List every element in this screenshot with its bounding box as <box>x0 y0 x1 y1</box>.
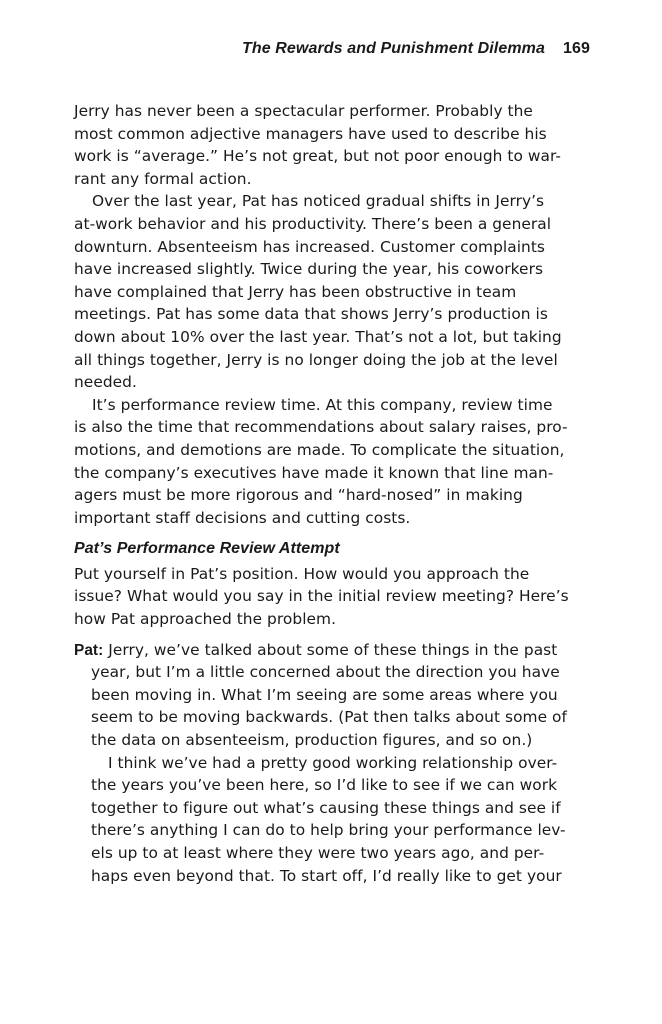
text-line: is also the time that recommendations about salary raises, pro- <box>74 418 568 437</box>
section-heading: Pat’s Performance Review Attempt <box>74 540 340 558</box>
running-header <box>242 40 590 58</box>
text-line: together to figure out what’s causing these things and see if <box>91 798 561 817</box>
text-line: how Pat approached the problem. <box>74 610 337 629</box>
text-line: downturn. Absenteeism has increased. Customer complaints <box>74 237 546 256</box>
text-line: have increased slightly. Twice during the year, his coworkers <box>74 260 544 279</box>
paragraph-4 <box>74 563 594 631</box>
text-line: rant any formal action. <box>74 169 252 188</box>
text-line: els up to at least where they were two years ago, and per- <box>91 844 545 862</box>
paragraph-spacer <box>74 631 594 639</box>
text-line: needed. <box>74 373 137 392</box>
dialogue-block <box>74 639 594 888</box>
text-line: have complained that Jerry has been obstructive in team <box>74 282 517 301</box>
text-line: at-work behavior and his productivity. There’s been a general <box>74 214 552 233</box>
paragraph-1 <box>74 100 594 190</box>
text-line: Over the last year, Pat has noticed gradual shifts in Jerry’s <box>92 192 545 211</box>
dialogue-first-line <box>74 639 594 662</box>
speaker-label: Pat: <box>74 641 104 659</box>
text-line: Put yourself in Pat’s position. How would you approach the <box>74 564 530 583</box>
text-line: most common adjective managers have used to describe his <box>74 124 547 143</box>
text-line: work is “average.” He’s not great, but not poor enough to war- <box>74 147 562 166</box>
text-line: year, but I’m a little concerned about the direction you have <box>91 663 560 682</box>
text-line: agers must be more rigorous and “hard-nosed” in making <box>74 486 523 505</box>
text-line: all things together, Jerry is no longer doing the job at the level <box>74 350 558 369</box>
text-line: important staff decisions and cutting costs. <box>74 508 411 527</box>
running-header-title: The Rewards and Punishment Dilemma <box>241 40 545 57</box>
text-line: I think we’ve had a pretty good working relationship over- <box>108 753 558 772</box>
text-line: meetings. Pat has some data that shows Jerry’s production is <box>74 305 548 324</box>
dialogue-text: Jerry, we’ve talked about some of these things in the past <box>103 640 558 659</box>
text-line: issue? What would you say in the initial review meeting? Here’s <box>74 587 569 606</box>
text-line: been moving in. What I’m seeing are some areas where you <box>91 685 558 704</box>
text-line: the company’s executives have made it known that line man- <box>74 463 554 482</box>
text-line: there’s anything I can do to help bring your performance lev- <box>91 821 566 840</box>
text-line: seem to be moving backwards. (Pat then talks about some of <box>91 708 567 727</box>
text-line: down about 10% over the last year. That’s not a lot, but taking <box>74 327 562 346</box>
text-line: motions, and demotions are made. To complicate the situation, <box>74 440 565 459</box>
paragraph-3 <box>74 394 594 530</box>
text-line: the data on absenteeism, production figures, and so on.) <box>91 731 533 750</box>
text-line: It’s performance review time. At this company, review time <box>92 395 553 414</box>
page-number: 169 <box>563 40 590 57</box>
text-line: haps even beyond that. To start off, I’d really like to get your <box>91 866 562 885</box>
paragraph-2 <box>74 190 594 393</box>
body-text <box>74 100 594 887</box>
text-line: Jerry has never been a spectacular performer. Probably the <box>74 102 533 120</box>
text-line: the years you’ve been here, so I’d like to see if we can work <box>91 776 558 795</box>
